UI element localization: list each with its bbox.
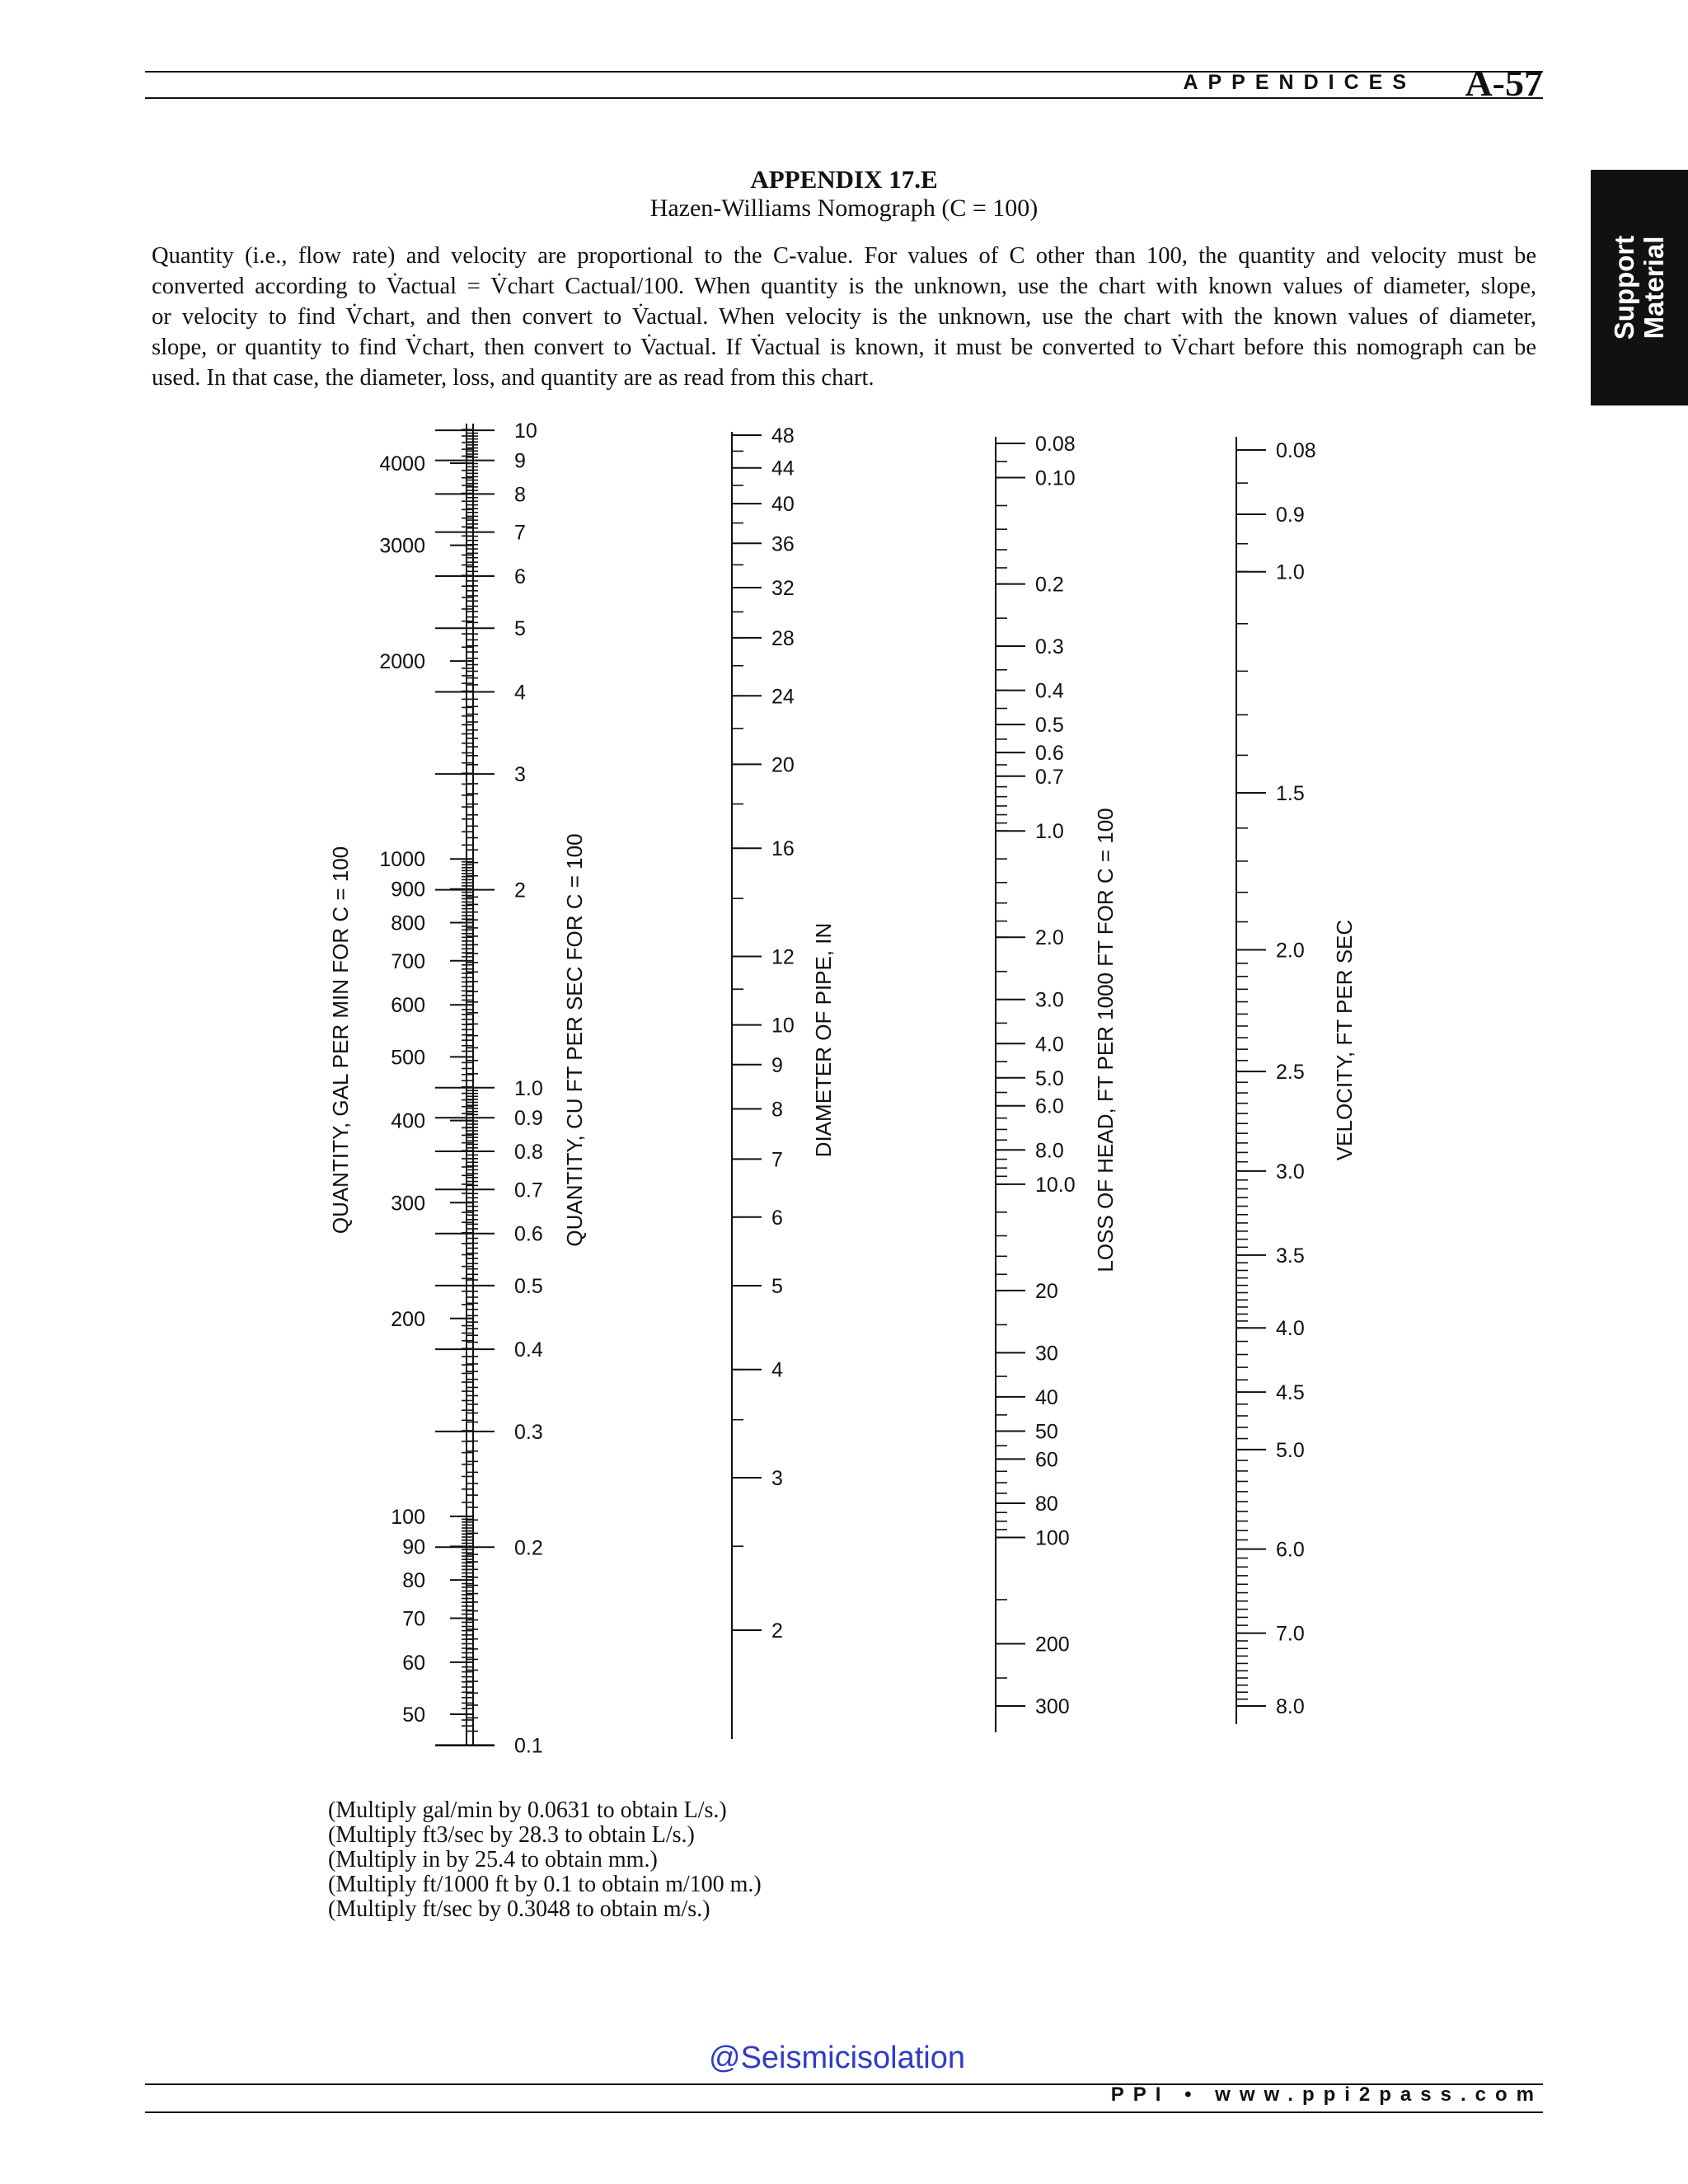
scale-tick-label: 0.9	[514, 1107, 543, 1131]
scale-tick-label: 0.8	[514, 1141, 543, 1165]
subtitle-text: Hazen-Williams Nomograph	[649, 194, 935, 222]
scale-tick-label: 4	[771, 1358, 783, 1382]
scale-tick-label: 6	[514, 565, 526, 589]
scale-tick-label: 10	[514, 419, 537, 443]
scale-tick-label: 5	[771, 1274, 783, 1298]
scale-tick-label: 3	[771, 1467, 783, 1491]
scale-tick-label: 0.9	[1276, 503, 1305, 527]
scale-tick-label: 16	[771, 837, 795, 861]
scale-tick-label: 48	[771, 424, 795, 448]
scale-tick-label: 900	[391, 878, 425, 902]
scale-tick-label: 5	[514, 617, 526, 641]
scale-diameter	[732, 424, 836, 1739]
scale-tick-label: 0.10	[1035, 466, 1076, 490]
scale-tick-label: 2000	[379, 650, 425, 674]
scale-tick-label: 2.0	[1276, 939, 1305, 963]
page-number: A-57	[1465, 62, 1543, 104]
scale-tick-label: 9	[514, 449, 526, 473]
scale-tick-label: 0.3	[1035, 635, 1064, 659]
side-tab-label: Support Material	[1609, 235, 1669, 340]
scale-tick-label: 3000	[379, 534, 425, 558]
intro-line-5: used. In that case, the diameter, loss, and quantity are as read from this chart.	[152, 365, 874, 391]
scale-tick-label: 1.0	[1276, 560, 1305, 584]
scale-tick-label: 6.0	[1276, 1538, 1305, 1562]
scale-tick-label: 4	[514, 681, 526, 705]
scale-tick-label: 40	[771, 493, 795, 517]
scale-tick-label: 5.0	[1035, 1066, 1064, 1090]
scale-tick-label: 300	[1035, 1695, 1070, 1718]
scale-tick-label: 500	[391, 1046, 425, 1070]
scale-tick-label: 6.0	[1035, 1094, 1064, 1118]
scale-tick-label: 1.0	[514, 1076, 543, 1100]
appendix-title: APPENDIX 17.E	[750, 165, 938, 194]
scale-tick-label: 50	[1035, 1420, 1058, 1444]
footer-rule-bottom	[145, 2111, 1543, 2113]
scale-tick-label: 4.0	[1276, 1317, 1305, 1341]
scale-tick-label: 36	[771, 532, 795, 556]
scale-tick-label: 3.0	[1035, 988, 1064, 1012]
scale-tick-label: 7	[514, 521, 526, 545]
scale-tick-label: 0.2	[514, 1536, 543, 1560]
scale-tick-label: 2	[514, 879, 526, 902]
scale-title: DIAMETER OF PIPE, IN	[811, 922, 836, 1158]
scale-title: QUANTITY, GAL PER MIN FOR C = 100	[328, 846, 353, 1235]
note-4: (Multiply ft/1000 ft by 0.1 to obtain m/100 m.)	[328, 1872, 762, 1897]
scale-tick-label: 600	[391, 994, 425, 1018]
scale-tick-label: 50	[402, 1704, 425, 1727]
note-1: (Multiply gal/min by 0.0631 to obtain L/s.)	[328, 1797, 727, 1823]
scale-tick-label: 3	[514, 763, 526, 787]
scale-tick-label: 3.0	[1276, 1160, 1305, 1183]
scale-tick-label: 7	[771, 1148, 783, 1172]
scale-tick-label: 4.0	[1035, 1033, 1064, 1057]
scale-tick-label: 0.1	[514, 1734, 543, 1758]
scale-tick-label: 70	[402, 1607, 425, 1631]
scale-tick-label: 100	[1035, 1526, 1070, 1550]
scale-tick-label: 80	[1035, 1492, 1058, 1516]
intro-line-1: Quantity (i.e., flow rate) and velocity are proportional to the C-value. For values of C other than 100, the quantity and velocity must be	[152, 243, 1536, 269]
scale-tick-label: 24	[771, 685, 795, 709]
scale-velocity	[1236, 437, 1357, 1724]
scale-tick-label: 9	[771, 1053, 783, 1077]
scale-tick-label: 200	[391, 1307, 425, 1331]
scale-tick-label: 20	[771, 753, 795, 777]
scale-tick-label: 0.6	[1035, 742, 1064, 766]
scale-tick-label: 3.5	[1276, 1244, 1305, 1268]
conversion-notes	[328, 1798, 762, 1922]
scale-tick-label: 0.5	[514, 1274, 543, 1298]
scale-tick-label: 700	[391, 949, 425, 973]
scale-tick-label: 8	[771, 1098, 783, 1122]
scale-tick-label: 0.3	[514, 1420, 543, 1444]
scale-tick-label: 44	[771, 457, 795, 480]
scale-tick-label: 32	[771, 576, 795, 600]
scale-tick-label: 0.08	[1035, 433, 1076, 456]
scale-tick-label: 90	[402, 1535, 425, 1559]
scale-tick-label: 800	[391, 912, 425, 935]
scale-tick-label: 1.0	[1035, 820, 1064, 844]
scale-tick-label: 30	[1035, 1342, 1058, 1366]
scale-tick-label: 10.0	[1035, 1173, 1076, 1197]
scale-tick-label: 300	[391, 1192, 425, 1216]
scale-tick-label: 8.0	[1035, 1139, 1064, 1163]
scale-title: QUANTITY, CU FT PER SEC FOR C = 100	[562, 833, 587, 1247]
subtitle-condition: (C = 100)	[941, 194, 1039, 222]
scale-tick-label: 80	[402, 1569, 425, 1593]
scale-tick-label: 8	[514, 483, 526, 507]
scale-tick-label: 60	[402, 1651, 425, 1675]
scale-title: LOSS OF HEAD, FT PER 1000 FT FOR C = 100	[1093, 808, 1118, 1272]
scale-tick-label: 0.7	[514, 1179, 543, 1202]
scale-tick-label: 4000	[379, 452, 425, 476]
scale-tick-label: 6	[771, 1206, 783, 1230]
scale-title: VELOCITY, FT PER SEC	[1332, 919, 1357, 1161]
scale-tick-label: 2.5	[1276, 1061, 1305, 1085]
scale-tick-label: 0.5	[1035, 714, 1064, 738]
scale-cfs	[435, 419, 587, 1757]
scale-tick-label: 5.0	[1276, 1438, 1305, 1462]
scale-tick-label: 1.5	[1276, 782, 1305, 806]
scale-tick-label: 1000	[379, 848, 425, 872]
intro-line-4: slope, or quantity to find V̇chart, then convert to V̇actual. If V̇actual is known, it must be converted to V̇chart before this nomograph can be	[152, 335, 1536, 360]
scale-tick-label: 400	[391, 1109, 425, 1133]
footer-site: PPI • www.ppi2pass.com	[1110, 2083, 1543, 2106]
scale-tick-label: 100	[391, 1505, 425, 1529]
scale-tick-label: 0.2	[1035, 573, 1064, 597]
intro-line-2: converted according to V̇actual = V̇chart Cactual/100. When quantity is the unknown, use the chart with known values of diameter, slope,	[152, 274, 1536, 299]
scale-tick-label: 200	[1035, 1633, 1070, 1657]
scale-tick-label: 28	[771, 626, 795, 650]
running-header-section: APPENDICES	[1183, 71, 1416, 94]
scale-tick-label: 60	[1035, 1448, 1058, 1472]
scale-tick-label: 0.7	[1035, 765, 1064, 789]
scale-tick-label: 12	[771, 945, 795, 969]
scale-tick-label: 2	[771, 1619, 783, 1643]
note-3: (Multiply in by 25.4 to obtain mm.)	[328, 1847, 658, 1872]
note-2: (Multiply ft3/sec by 28.3 to obtain L/s.)	[328, 1822, 695, 1848]
intro-line-3: or velocity to find V̇chart, and then convert to V̇actual. When velocity is the unknown, use the chart with the known values of diameter,	[152, 304, 1536, 330]
scale-tick-label: 7.0	[1276, 1622, 1305, 1646]
scale-tick-label: 20	[1035, 1279, 1058, 1303]
note-5: (Multiply ft/sec by 0.3048 to obtain m/s.)	[328, 1896, 710, 1922]
scale-tick-label: 10	[771, 1014, 795, 1038]
scale-tick-label: 40	[1035, 1385, 1058, 1409]
scale-tick-label: 4.5	[1276, 1381, 1305, 1405]
scale-loss-of-head	[996, 433, 1118, 1732]
scale-tick-label: 0.08	[1276, 439, 1316, 462]
scale-tick-label: 0.4	[1035, 679, 1064, 703]
scale-tick-label: 0.6	[514, 1222, 543, 1246]
scale-tick-label: 0.4	[514, 1338, 543, 1362]
scale-tick-label: 2.0	[1035, 926, 1064, 950]
watermark: @Seismicisolation	[709, 2041, 966, 2075]
scale-tick-label: 8.0	[1276, 1695, 1305, 1718]
